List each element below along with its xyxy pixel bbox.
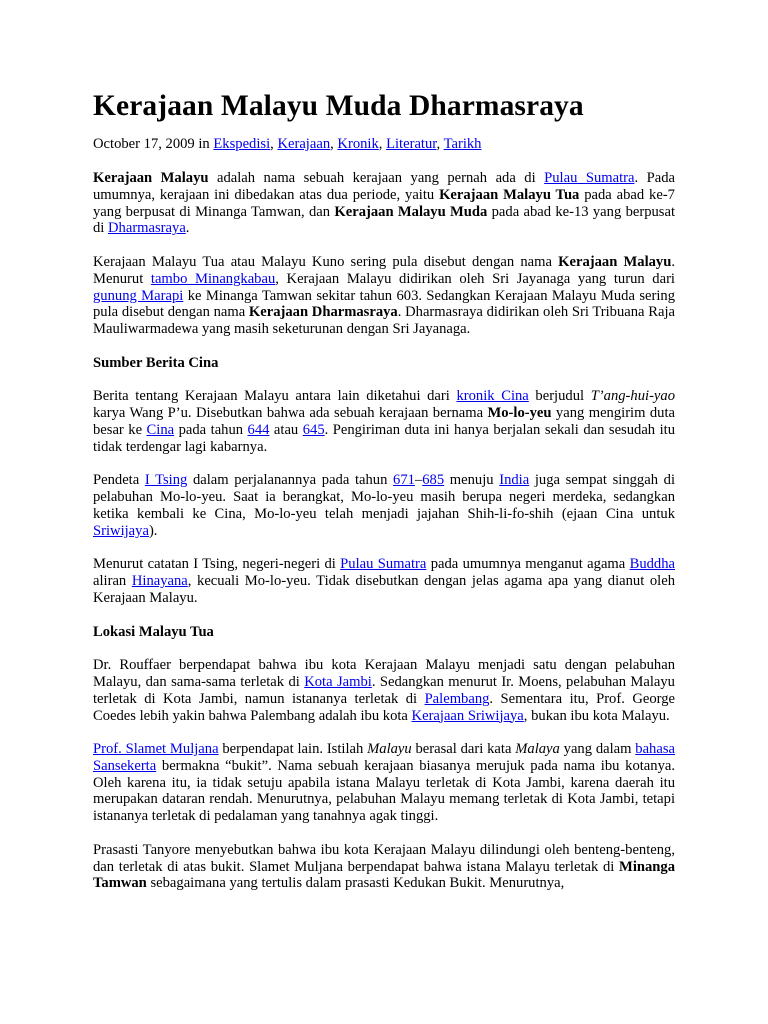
text: Dr. Rouffaer berpendapat bahwa ibu kota Kerajaan Malayu menjadi satu dengan pelabuhan Malayu, dan sama-sama terletak di bbox=[93, 657, 675, 690]
paragraph-kronik-cina bbox=[93, 388, 675, 455]
text: juga sempat singgah di pelabuhan Mo-lo-yeu. Saat ia berangkat, Mo-lo-yeu masih berupa negeri merdeka, sedangkan ketika kembali ke Cina, Mo-lo-yeu telah menjadi jajahan Shih-li-fo-shih (ejaan Cina untuk bbox=[93, 472, 676, 522]
text: karya Wang P’u. Disebutkan bahwa ada sebuah kerajaan bernama bbox=[93, 405, 488, 422]
section-heading-sumber-berita-cina: Sumber Berita Cina bbox=[93, 354, 219, 371]
text: berasal dari kata bbox=[411, 741, 516, 758]
category-link-tarikh[interactable]: Tarikh bbox=[443, 136, 482, 152]
link-pulau-sumatra[interactable]: Pulau Sumatra bbox=[544, 170, 635, 186]
italic-text: Malaya bbox=[515, 741, 560, 758]
category-link-ekspedisi[interactable]: Ekspedisi bbox=[213, 136, 271, 152]
link-sriwijaya[interactable]: Sriwijaya bbox=[93, 522, 149, 539]
italic-text: Malayu bbox=[367, 741, 412, 758]
link-cina[interactable]: Cina bbox=[146, 421, 175, 438]
link-palembang[interactable]: Palembang bbox=[424, 690, 490, 707]
bold-text: Minanga Tamwan bbox=[93, 858, 675, 892]
bold-text: Kerajaan Malayu Muda bbox=[334, 203, 488, 220]
paragraph-prasasti-tanyore bbox=[93, 842, 675, 892]
text: . Sementara itu, Prof. George Coedes lebih yakin bahwa Palembang adalah ibu kota bbox=[93, 690, 675, 724]
category-link-kerajaan[interactable]: Kerajaan bbox=[277, 136, 331, 152]
paragraph-intro bbox=[93, 170, 675, 237]
text: . Sedangkan menurut Ir. Moens, pelabuhan Malayu terletak di Kota Jambi, namun istananya terletak di bbox=[93, 673, 675, 707]
text: . bbox=[185, 220, 190, 237]
link-671[interactable]: 671 bbox=[393, 472, 415, 489]
bold-text: Kerajaan Dharmasraya bbox=[248, 304, 398, 321]
category-link-literatur[interactable]: Literatur bbox=[386, 136, 437, 152]
paragraph-malayu-tua bbox=[93, 254, 675, 338]
text: pada abad ke-7 yang berpusat di Minanga Tamwan, dan bbox=[93, 186, 675, 220]
text: . Menurut bbox=[93, 253, 675, 287]
paragraph-agama bbox=[93, 556, 675, 606]
text: pada abad ke-13 yang berpusat di bbox=[93, 203, 676, 237]
link-i-tsing[interactable]: I Tsing bbox=[144, 472, 188, 489]
link-644[interactable]: 644 bbox=[247, 421, 270, 438]
text: . Pada umumnya, kerajaan ini dibedakan atas dua periode, yaitu bbox=[93, 170, 675, 203]
text: pada tahun bbox=[174, 421, 248, 438]
link-dharmasraya[interactable]: Dharmasraya bbox=[108, 220, 186, 237]
text: bermakna “bukit”. Nama sebuah kerajaan biasanya merujuk pada nama ibu kotanya. Oleh karena itu, ia tidak setuju apabila istana Malayu terletak di Kota Jambi, karena daerah itu merupakan dataran rendah. Menurutnya, pelabuhan Malayu memang terletak di Kota Jambi, tetapi istananya terletak di pedalaman yang tanahnya agak tinggi. bbox=[93, 757, 675, 825]
text: sebagaimana yang tertulis dalam prasasti Kedukan Bukit. Menurutnya, bbox=[146, 875, 565, 892]
bold-text: Kerajaan Malayu Tua bbox=[439, 186, 580, 203]
link-slamet-muljana[interactable]: Prof. Slamet Muljana bbox=[93, 741, 219, 758]
text: berjudul bbox=[528, 388, 591, 405]
link-buddha[interactable]: Buddha bbox=[629, 556, 675, 573]
text: menuju bbox=[444, 472, 500, 489]
bold-text: Kerajaan Malayu bbox=[558, 253, 672, 270]
text: ke Minanga Tamwan sekitar tahun 603. Sedangkan Kerajaan Malayu Muda sering pula disebut dengan nama bbox=[93, 287, 675, 321]
section-heading-lokasi-malayu-tua: Lokasi Malayu Tua bbox=[93, 623, 214, 640]
page-title: Kerajaan Malayu Muda Dharmasraya bbox=[93, 90, 584, 122]
text: . Dharmasraya didirikan oleh Sri Tribuana Raja Mauliwarmadewa yang masih seketurunan dengan Sri Jayanaga. bbox=[93, 304, 675, 338]
text: Menurut catatan I Tsing, negeri-negeri di bbox=[93, 556, 341, 573]
link-india[interactable]: India bbox=[499, 472, 530, 489]
text: – bbox=[414, 472, 423, 489]
text: yang mengirim duta besar ke bbox=[93, 405, 675, 438]
link-gunung-marapi[interactable]: gunung Marapi bbox=[93, 287, 184, 304]
italic-text: T’ang-hui-yao bbox=[590, 388, 675, 405]
text: adalah nama sebuah kerajaan yang pernah ada di bbox=[208, 170, 545, 186]
link-tambo-minangkabau[interactable]: tambo Minangkabau bbox=[150, 270, 276, 287]
post-date: October 17, 2009 in bbox=[93, 136, 210, 152]
text: dalam perjalanannya pada tahun bbox=[187, 472, 394, 489]
text: . Pengiriman duta ini hanya berjalan sekali dan sesudah itu tidak terdengar lagi kabarnya. bbox=[93, 421, 675, 455]
link-kerajaan-sriwijaya[interactable]: Kerajaan Sriwijaya bbox=[411, 707, 524, 724]
paragraph-i-tsing bbox=[93, 472, 675, 539]
link-hinayana[interactable]: Hinayana bbox=[131, 573, 188, 590]
text: aliran bbox=[93, 573, 132, 590]
link-645[interactable]: 645 bbox=[302, 421, 325, 438]
paragraph-slamet-muljana bbox=[93, 741, 675, 825]
text: Pendeta bbox=[93, 472, 145, 489]
text: Berita tentang Kerajaan Malayu antara lain diketahui dari bbox=[93, 388, 457, 405]
link-kota-jambi[interactable]: Kota Jambi bbox=[304, 673, 372, 690]
post-meta: October 17, 2009 in Ekspedisi, Kerajaan, Kronik, Literatur, Tarikh bbox=[93, 136, 482, 152]
text: , bukan ibu kota Malayu. bbox=[523, 707, 670, 724]
category-link-kronik[interactable]: Kronik bbox=[337, 136, 379, 152]
text: ). bbox=[148, 522, 158, 539]
paragraph-rouffaer bbox=[93, 657, 675, 724]
bold-text: Kerajaan Malayu bbox=[93, 170, 209, 186]
link-kronik-cina[interactable]: kronik Cina bbox=[456, 388, 529, 405]
text: Kerajaan Malayu Tua atau Malayu Kuno sering pula disebut dengan nama bbox=[93, 253, 559, 270]
text: , kecuali Mo-lo-yeu. Tidak disebutkan dengan jelas agama apa yang dianut oleh Kerajaan Malayu. bbox=[93, 573, 675, 606]
text: Prasasti Tanyore menyebutkan bahwa ibu kota Kerajaan Malayu dilindungi oleh benteng-benteng, dan terletak di atas bukit. Slamet Muljana berpendapat bahwa istana Malayu terletak di bbox=[93, 841, 675, 875]
article bbox=[93, 88, 675, 892]
text: berpendapat lain. Istilah bbox=[218, 741, 368, 758]
link-pulau-sumatra[interactable]: Pulau Sumatra bbox=[340, 556, 427, 573]
text: atau bbox=[269, 421, 303, 438]
text: yang dalam bbox=[559, 741, 636, 758]
text: , Kerajaan Malayu didirikan oleh Sri Jayanaga yang turun dari bbox=[275, 270, 675, 287]
link-bahasa-sansekerta[interactable]: bahasa Sansekerta bbox=[93, 741, 675, 774]
link-685[interactable]: 685 bbox=[422, 472, 445, 489]
text: pada umumnya menganut agama bbox=[426, 556, 630, 573]
bold-text: Mo-lo-yeu bbox=[487, 405, 552, 422]
